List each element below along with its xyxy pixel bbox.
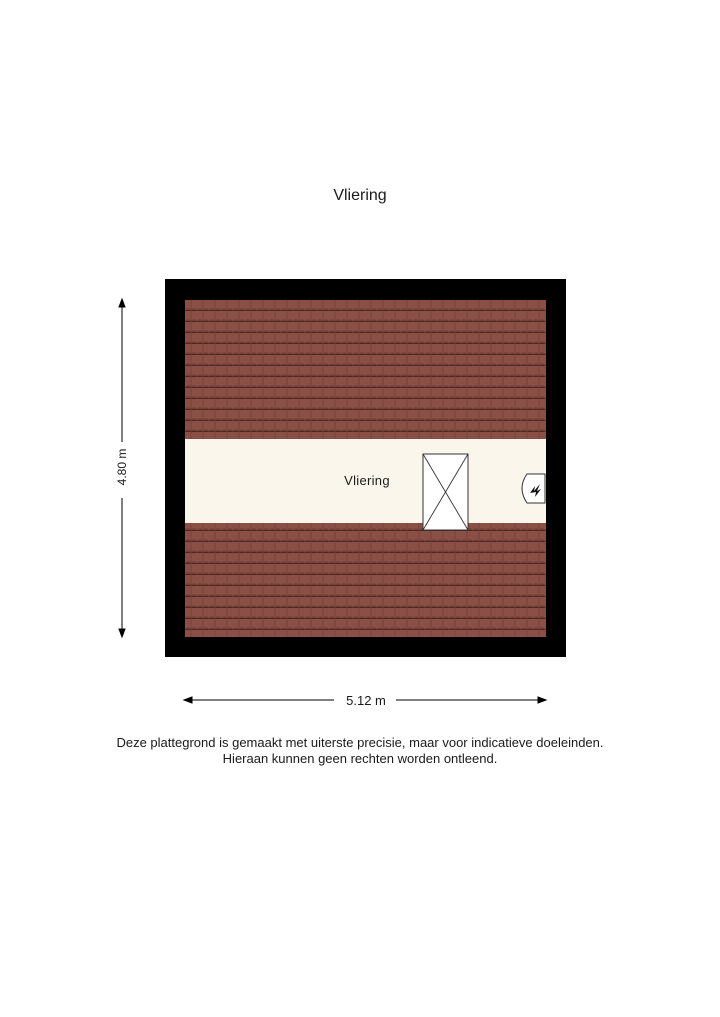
height-dimension-label: 4.80 m [115, 448, 129, 486]
disclaimer-line-2: Hieraan kunnen geen rechten worden ontleend. [222, 751, 498, 766]
boiler-icon [522, 474, 545, 503]
width-dimension-label: 5.12 m [336, 693, 396, 708]
roof-slope-bottom [185, 523, 546, 637]
disclaimer-line-1: Deze plattegrond is gemaakt met uiterste precisie, maar voor indicatieve doeleinden. [116, 735, 604, 750]
roof-slope-top [185, 300, 546, 439]
disclaimer [0, 735, 720, 767]
floor-title: Vliering [333, 187, 387, 204]
hatch-icon [423, 454, 468, 530]
room-label-vliering: Vliering [344, 473, 390, 488]
